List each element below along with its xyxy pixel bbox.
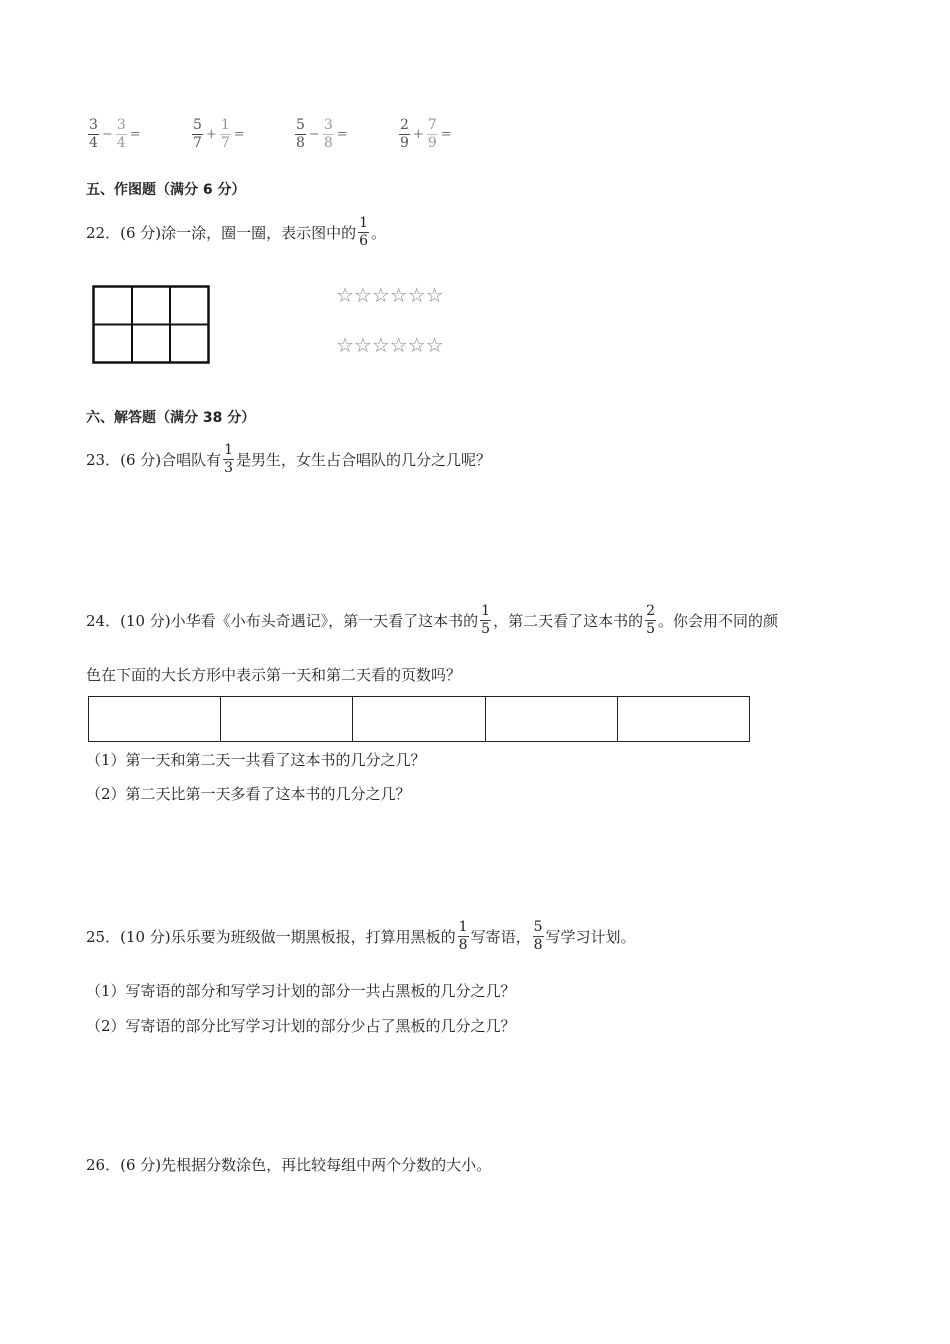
- fraction: $\frac{7}{9}$: [427, 117, 437, 152]
- fraction: $\frac{1}{3}$: [224, 442, 234, 477]
- rect-cell: [221, 697, 353, 741]
- rect-cell: [618, 697, 749, 741]
- fraction: $\frac{3}{4}$: [89, 117, 98, 152]
- question-24-sub1: （1）第一天和第二天一共看了这本书的几分之几？: [86, 751, 426, 769]
- grid-2x3-figure: [92, 285, 212, 365]
- large-rectangle-5-parts: [88, 696, 750, 742]
- arith-item-3: $\frac{5}{8}$ − $\frac{3}{8}$ =: [296, 117, 348, 152]
- fraction: $\frac{2}{5}$: [646, 603, 656, 638]
- question-22: 22．(6 分)涂一涂，圈一圈，表示图中的 $\frac{1}{6}$ 。: [86, 215, 387, 250]
- arith-item-1: $\frac{3}{4}$ − $\frac{3}{4}$ =: [89, 117, 141, 152]
- rect-cell: [353, 697, 485, 741]
- question-24-sub2: （2）第二天比第一天多看了这本书的几分之几？: [86, 785, 411, 803]
- arith-item-2: $\frac{5}{7}$ + $\frac{1}{7}$ =: [193, 117, 245, 152]
- fraction: $\frac{3}{8}$: [323, 117, 333, 152]
- rect-cell: [486, 697, 618, 741]
- section-heading-6: 六、解答题（满分 38 分）: [86, 410, 256, 426]
- question-24: 24．(10 分)小华看《小布头奇遇记》，第一天看了这本书的 $\frac{1}{5}$ ，第二天看了这本书的 $\frac{2}{5}$ 。你会用不同的颜: [86, 603, 779, 638]
- fraction: $\frac{5}{8}$: [533, 919, 543, 954]
- section-heading-5: 五、作图题（满分 6 分）: [86, 182, 246, 198]
- fraction: $\frac{1}{8}$: [458, 919, 468, 954]
- question-24-line2: 色在下面的大长方形中表示第一天和第二天看的页数吗？: [86, 666, 462, 684]
- star-row-2: ☆☆☆☆☆☆: [336, 333, 444, 357]
- question-25-sub2: （2）写寄语的部分比写学习计划的部分少占了黑板的几分之几？: [86, 1017, 516, 1035]
- arith-item-4: $\frac{2}{9}$ + $\frac{7}{9}$ =: [400, 117, 452, 152]
- question-23: 23．(6 分)合唱队有 $\frac{1}{3}$ 是男生，女生占合唱队的几分之几呢？: [86, 442, 492, 477]
- question-text: 22．(6 分)涂一涂，圈一圈，表示图中的: [86, 224, 357, 243]
- fraction: $\frac{3}{4}$: [116, 117, 126, 152]
- star-row-1: ☆☆☆☆☆☆: [336, 283, 444, 307]
- question-25-sub1: （1）写寄语的部分和写学习计划的部分一共占黑板的几分之几？: [86, 982, 516, 1000]
- fraction: $\frac{2}{9}$: [400, 117, 409, 152]
- question-26: 26．(6 分)先根据分数涂色，再比较每组中两个分数的大小。: [86, 1156, 492, 1174]
- question-25: 25．(10 分)乐乐要为班级做一期黑板报，打算用黑板的 $\frac{1}{8}$ 写寄语， $\frac{5}{8}$ 写学习计划。: [86, 919, 636, 954]
- fraction: $\frac{5}{7}$: [193, 117, 202, 152]
- rect-cell: [89, 697, 221, 741]
- fraction: $\frac{1}{6}$: [359, 215, 369, 250]
- fraction: $\frac{5}{8}$: [296, 117, 305, 152]
- fraction: $\frac{1}{7}$: [220, 117, 230, 152]
- fraction: $\frac{1}{5}$: [481, 603, 491, 638]
